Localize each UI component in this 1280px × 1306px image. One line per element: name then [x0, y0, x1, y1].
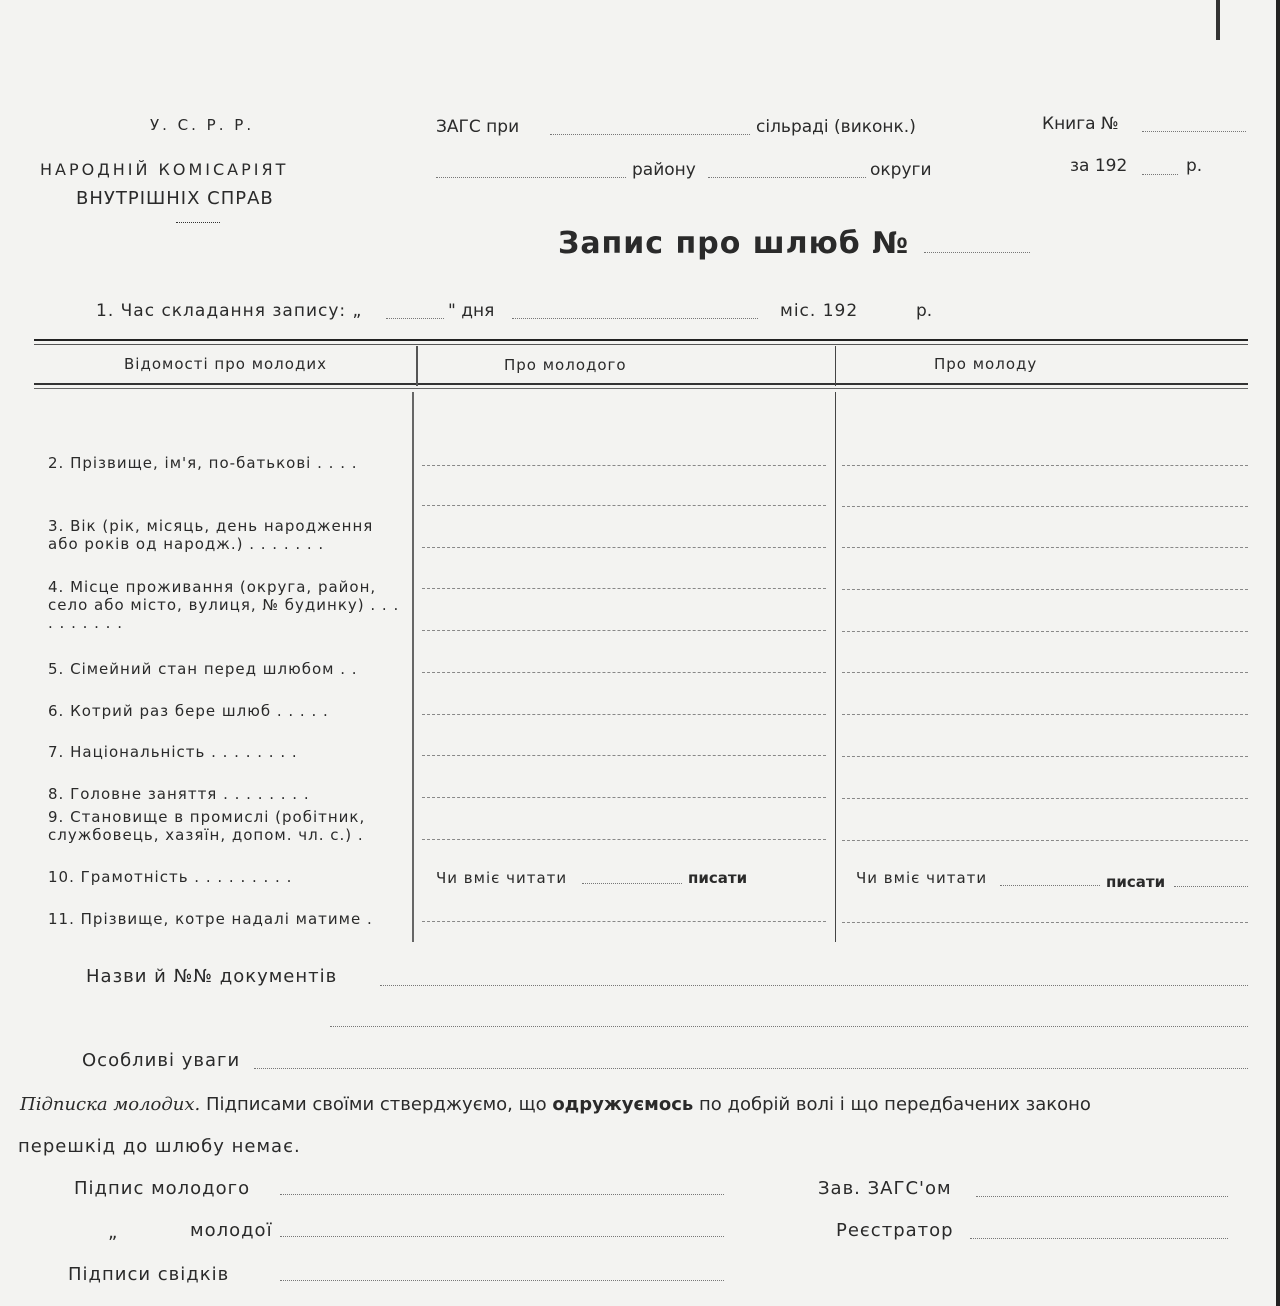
- row-label: Вік (рік, місяць, день народження або років од народж.) . . . . . . .: [48, 517, 374, 553]
- groom-field-surname[interactable]: [422, 921, 826, 922]
- ministry-underline: [176, 222, 220, 223]
- witnesses-label: Підписи свідків: [68, 1264, 230, 1285]
- row-label: Головне заняття . . . . . . . .: [70, 785, 310, 803]
- row-num: 2.: [48, 454, 65, 472]
- pledge-text-end: по добрій волі і що передбачених законо: [699, 1094, 1091, 1115]
- row-label: Прізвище, котре надалі матиме .: [80, 910, 373, 928]
- year-field[interactable]: [1142, 174, 1178, 175]
- table-top-rule-2: [34, 344, 1248, 345]
- bride-field-marriage-count[interactable]: [842, 714, 1248, 715]
- row-future-surname: [48, 910, 408, 928]
- row-label: Сімейний стан перед шлюбом . .: [70, 660, 358, 678]
- row-label: Національність . . . . . . . .: [70, 743, 298, 761]
- row-label: Місце проживання (округа, район, село або місто, вулиця, № будинку) . . . . . . . . . .: [48, 578, 400, 632]
- record-month-field[interactable]: [512, 318, 758, 319]
- rayon-label: району: [632, 160, 696, 180]
- page-edge: [1276, 0, 1280, 1306]
- table-top-rule: [34, 339, 1248, 341]
- pledge-lead: Підписка молодих.: [20, 1094, 201, 1115]
- bride-literacy-read-field[interactable]: [1000, 885, 1100, 886]
- zags-suffix: сільраді (виконк.): [756, 117, 916, 137]
- ministry-line1: НАРОДНІЙ КОМІСАРІЯТ: [40, 160, 289, 179]
- bride-literacy-write-field[interactable]: [1174, 886, 1248, 887]
- record-month-label: міс. 192: [780, 301, 859, 321]
- row-full-name: [48, 454, 408, 472]
- table-header-rule-2: [34, 388, 1248, 389]
- table-divider-2: [835, 346, 836, 386]
- pledge-bold-word: одружуємось: [552, 1094, 694, 1115]
- groom-signature-label: Підпис молодого: [74, 1178, 251, 1199]
- groom-field-name[interactable]: [422, 465, 826, 466]
- ussr-label: У. С. Р. Р.: [150, 116, 255, 134]
- row-label: Котрий раз бере шлюб . . . . .: [70, 702, 329, 720]
- bride-mark: „: [108, 1222, 118, 1243]
- row-residence: [48, 578, 408, 632]
- groom-field-nationality[interactable]: [422, 755, 826, 756]
- row-num: 3.: [48, 517, 65, 535]
- bride-literacy-write-label: писати: [1106, 873, 1166, 891]
- book-number-field[interactable]: [1142, 131, 1246, 132]
- registrar-signature-label: Реєстратор: [836, 1220, 954, 1241]
- documents-field[interactable]: [380, 985, 1248, 986]
- year-suffix: р.: [1186, 156, 1203, 176]
- groom-literacy-read-field[interactable]: [582, 883, 682, 884]
- bride-field-residence[interactable]: [842, 589, 1248, 590]
- col-header-groom: Про молодого: [504, 356, 627, 374]
- table-header-rule: [34, 383, 1248, 385]
- record-day-field[interactable]: [386, 318, 444, 319]
- record-day-quote: " дня: [448, 301, 495, 321]
- row-num: 7.: [48, 743, 65, 761]
- row-num: 10.: [48, 868, 75, 886]
- record-time-label: 1. Час складання запису: „: [96, 301, 363, 321]
- bride-literacy-read-label: Чи вміє читати: [856, 869, 988, 887]
- groom-field-age[interactable]: [422, 547, 826, 548]
- row-literacy: [48, 868, 408, 886]
- groom-signature-field[interactable]: [280, 1194, 724, 1195]
- groom-field-marital[interactable]: [422, 672, 826, 673]
- groom-field-occupation[interactable]: [422, 797, 826, 798]
- bride-field-nationality[interactable]: [842, 756, 1248, 757]
- groom-field-residence[interactable]: [422, 588, 826, 589]
- row-num: 4.: [48, 578, 65, 596]
- row-marital-status: [48, 660, 408, 678]
- notes-field[interactable]: [254, 1068, 1248, 1069]
- row-occupation: [48, 785, 408, 803]
- book-label: Книга №: [1042, 114, 1119, 134]
- documents-label: Назви й №№ документів: [86, 966, 338, 987]
- groom-field-industry[interactable]: [422, 839, 826, 840]
- row-age: [48, 517, 408, 553]
- bride-field-surname[interactable]: [842, 922, 1248, 923]
- pledge-text: Підписами своїми стверджуємо, що: [206, 1094, 547, 1115]
- bride-field-occupation[interactable]: [842, 798, 1248, 799]
- head-signature-field[interactable]: [976, 1196, 1228, 1197]
- row-label: Прізвище, ім'я, по-батькові . . . .: [70, 454, 358, 472]
- documents-field-2[interactable]: [330, 1026, 1248, 1027]
- bride-field-name-2[interactable]: [842, 506, 1248, 507]
- year-label: за 192: [1070, 156, 1128, 176]
- registrar-signature-field[interactable]: [970, 1238, 1228, 1239]
- row-num: 5.: [48, 660, 65, 678]
- table-divider-1: [416, 346, 418, 386]
- bride-signature-field[interactable]: [280, 1236, 724, 1237]
- row-num: 8.: [48, 785, 65, 803]
- table-divider-1b: [412, 392, 414, 942]
- witnesses-field[interactable]: [280, 1280, 724, 1281]
- bride-field-marital[interactable]: [842, 672, 1248, 673]
- okrugy-label: округи: [870, 160, 932, 180]
- record-year-suffix: р.: [916, 301, 933, 321]
- row-label: Становище в промислі (робітник, службовець, хазяїн, допом. чл. с.) .: [48, 808, 366, 844]
- table-divider-2b: [835, 392, 836, 942]
- page-title: Запис про шлюб №: [558, 226, 910, 261]
- bride-field-name[interactable]: [842, 465, 1248, 466]
- row-label: Грамотність . . . . . . . . .: [80, 868, 293, 886]
- bride-field-age[interactable]: [842, 547, 1248, 548]
- ministry-line2: ВНУТРІШНІХ СПРАВ: [76, 188, 274, 209]
- zags-village-field[interactable]: [550, 134, 750, 135]
- row-num: 6.: [48, 702, 65, 720]
- notes-label: Особливі уваги: [82, 1050, 241, 1071]
- district-field[interactable]: [436, 177, 626, 178]
- groom-literacy-write-label: писати: [688, 869, 748, 887]
- okrug-field[interactable]: [708, 177, 866, 178]
- row-marriage-count: [48, 702, 408, 720]
- row-num: 9.: [48, 808, 65, 826]
- groom-literacy-read-label: Чи вміє читати: [436, 869, 568, 887]
- head-signature-label: Зав. ЗАГС'ом: [818, 1178, 952, 1199]
- bride-field-residence-2[interactable]: [842, 631, 1248, 632]
- row-nationality: [48, 743, 408, 761]
- col-header-info: Відомості про молодих: [124, 355, 327, 373]
- bride-signature-label: молодої: [190, 1220, 273, 1241]
- groom-field-residence-2[interactable]: [422, 630, 826, 631]
- row-industry-status: [48, 808, 408, 844]
- groom-field-marriage-count[interactable]: [422, 714, 826, 715]
- row-num: 11.: [48, 910, 75, 928]
- groom-field-name-2[interactable]: [422, 505, 826, 506]
- zags-prefix: ЗАГС при: [436, 117, 520, 137]
- bride-field-industry[interactable]: [842, 840, 1248, 841]
- pledge-line1: [20, 1094, 1091, 1115]
- col-header-bride: Про молоду: [934, 355, 1038, 373]
- pledge-line2: перешкід до шлюбу немає.: [18, 1136, 301, 1157]
- record-number-field[interactable]: [924, 252, 1030, 253]
- page-edge-top: [1216, 0, 1220, 40]
